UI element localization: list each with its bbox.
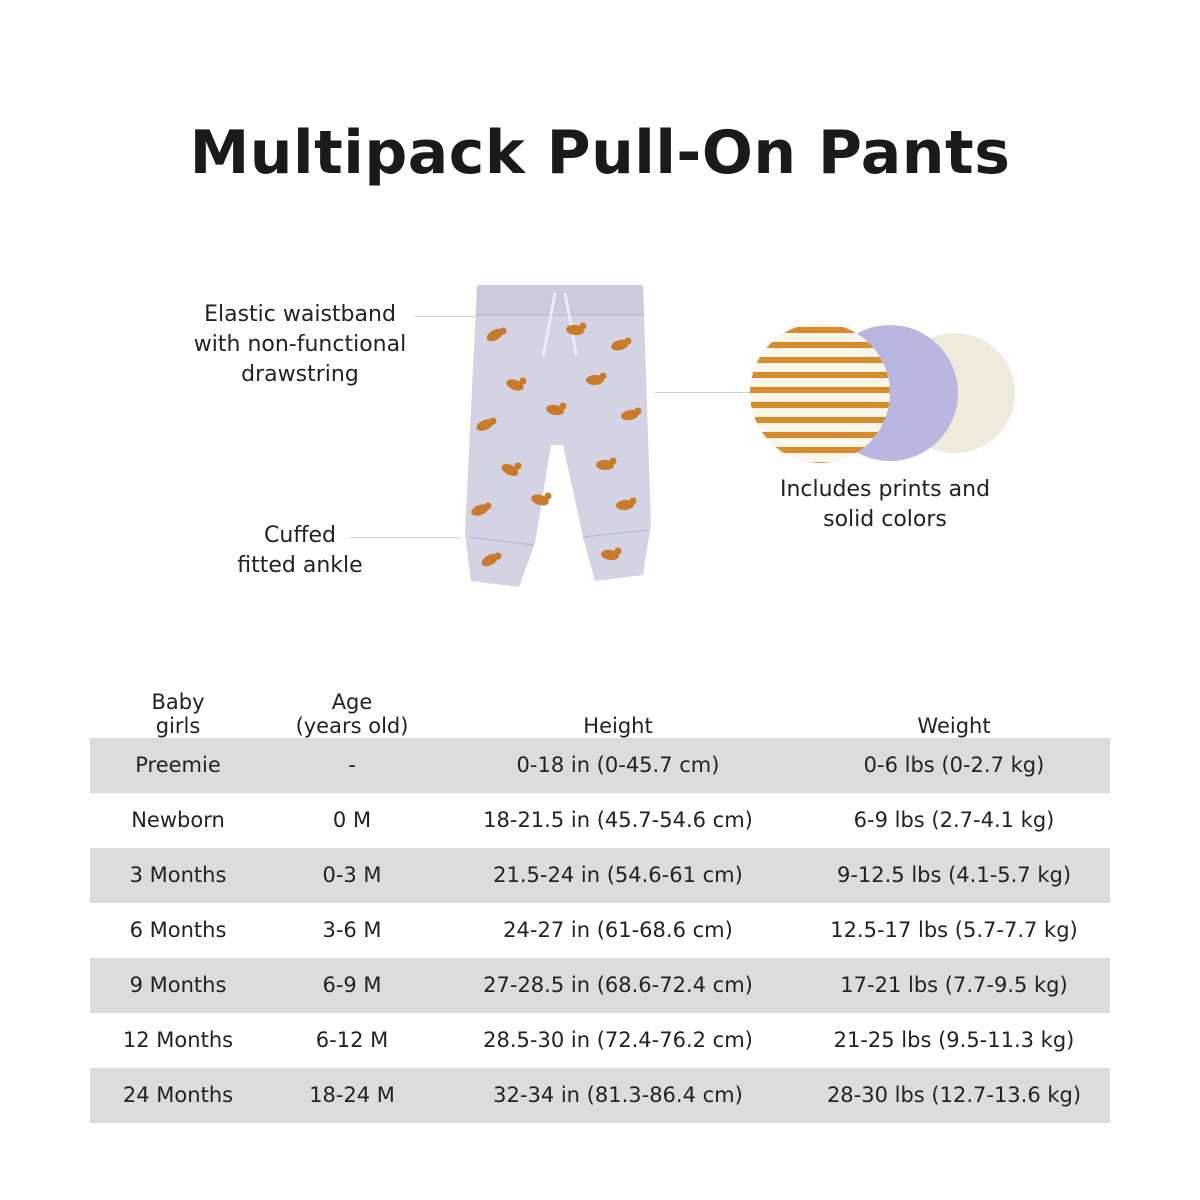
tiger-print-head bbox=[635, 408, 642, 415]
header-line: girls bbox=[155, 714, 201, 738]
stripe bbox=[745, 432, 895, 438]
age-cell: 6-9 M bbox=[322, 973, 382, 997]
size-cell: 9 Months bbox=[129, 973, 227, 997]
header-line: (years old) bbox=[295, 714, 409, 738]
callout-line: Includes prints and bbox=[779, 477, 991, 502]
weight-cell: 21-25 lbs (9.5-11.3 kg) bbox=[833, 1028, 1075, 1052]
table-row bbox=[90, 738, 1110, 793]
weight-cell: 6-9 lbs (2.7-4.1 kg) bbox=[853, 808, 1055, 832]
weight-cell: 28-30 lbs (12.7-13.6 kg) bbox=[826, 1083, 1082, 1107]
tiger-print-head bbox=[495, 553, 502, 560]
ankle-callout bbox=[215, 521, 385, 581]
stripe bbox=[745, 357, 895, 363]
colors-leader-line bbox=[655, 392, 755, 393]
header-line: Weight bbox=[917, 714, 991, 738]
header-line: Baby bbox=[151, 690, 205, 714]
tiger-print-head bbox=[625, 338, 632, 345]
callout-line: Cuffed bbox=[264, 523, 336, 548]
age-cell: 3-6 M bbox=[322, 918, 382, 942]
weight-cell: 12.5-17 lbs (5.7-7.7 kg) bbox=[830, 918, 1078, 942]
header-line: Age bbox=[331, 690, 373, 714]
height-cell: 24-27 in (61-68.6 cm) bbox=[503, 918, 733, 942]
size-cell: 3 Months bbox=[129, 863, 227, 887]
color-swatches bbox=[745, 315, 1025, 475]
header-height bbox=[438, 680, 798, 738]
size-cell: 12 Months bbox=[122, 1028, 234, 1052]
tiger-print-head bbox=[600, 373, 607, 380]
tiger-print-head bbox=[560, 403, 567, 410]
tiger-print-head bbox=[615, 548, 622, 555]
size-cell: Preemie bbox=[135, 753, 221, 777]
size-cell: 24 Months bbox=[122, 1083, 234, 1107]
stripe bbox=[745, 462, 895, 468]
header-weight bbox=[798, 680, 1110, 738]
table-header bbox=[90, 680, 1110, 738]
table-row bbox=[90, 903, 1110, 958]
callout-line: drawstring bbox=[241, 362, 359, 387]
ankle-leader-line bbox=[350, 537, 460, 538]
tiger-print-head bbox=[520, 378, 527, 385]
header-age bbox=[266, 680, 438, 738]
header-line: Height bbox=[583, 714, 653, 738]
tiger-print-head bbox=[580, 323, 587, 330]
table-row bbox=[90, 793, 1110, 848]
callout-line: Elastic waistband bbox=[204, 302, 396, 327]
tiger-print-head bbox=[630, 498, 637, 505]
age-cell: - bbox=[348, 753, 356, 777]
height-cell: 32-34 in (81.3-86.4 cm) bbox=[493, 1083, 743, 1107]
height-cell: 21.5-24 in (54.6-61 cm) bbox=[493, 863, 743, 887]
tiger-print-head bbox=[545, 493, 552, 500]
tiger-print-head bbox=[485, 503, 492, 510]
height-cell: 28.5-30 in (72.4-76.2 cm) bbox=[483, 1028, 753, 1052]
table-row bbox=[90, 848, 1110, 903]
tiger-print-head bbox=[500, 328, 507, 335]
callout-line: fitted ankle bbox=[237, 553, 363, 578]
header-baby-girls bbox=[90, 680, 266, 738]
table-body bbox=[90, 738, 1110, 1123]
size-chart-table bbox=[90, 680, 1110, 1123]
age-cell: 0 M bbox=[332, 808, 372, 832]
table-row bbox=[90, 958, 1110, 1013]
table-row bbox=[90, 1013, 1110, 1068]
stripe bbox=[745, 417, 895, 423]
tiger-print-head bbox=[610, 458, 617, 465]
age-cell: 0-3 M bbox=[322, 863, 382, 887]
callout-line: solid colors bbox=[823, 507, 947, 532]
waistband-callout bbox=[175, 300, 425, 390]
tiger-print-head bbox=[515, 463, 522, 470]
weight-cell: 0-6 lbs (0-2.7 kg) bbox=[863, 753, 1045, 777]
stripe bbox=[745, 387, 895, 393]
weight-cell: 9-12.5 lbs (4.1-5.7 kg) bbox=[836, 863, 1072, 887]
height-cell: 18-21.5 in (45.7-54.6 cm) bbox=[483, 808, 753, 832]
page-title: Multipack Pull-On Pants bbox=[189, 118, 1011, 188]
pants-body bbox=[465, 285, 651, 587]
age-cell: 18-24 M bbox=[309, 1083, 395, 1107]
size-cell: Newborn bbox=[131, 808, 225, 832]
colors-callout bbox=[755, 475, 1015, 535]
waistband bbox=[476, 285, 644, 315]
table-row bbox=[90, 1068, 1110, 1123]
height-cell: 0-18 in (0-45.7 cm) bbox=[516, 753, 720, 777]
weight-cell: 17-21 lbs (7.7-9.5 kg) bbox=[840, 973, 1068, 997]
height-cell: 27-28.5 in (68.6-72.4 cm) bbox=[483, 973, 753, 997]
pants-image bbox=[455, 275, 665, 605]
stripe bbox=[745, 372, 895, 378]
tiger-print-head bbox=[490, 418, 497, 425]
stripe bbox=[745, 402, 895, 408]
callout-line: with non-functional bbox=[193, 332, 407, 357]
age-cell: 6-12 M bbox=[315, 1028, 389, 1052]
size-cell: 6 Months bbox=[129, 918, 227, 942]
